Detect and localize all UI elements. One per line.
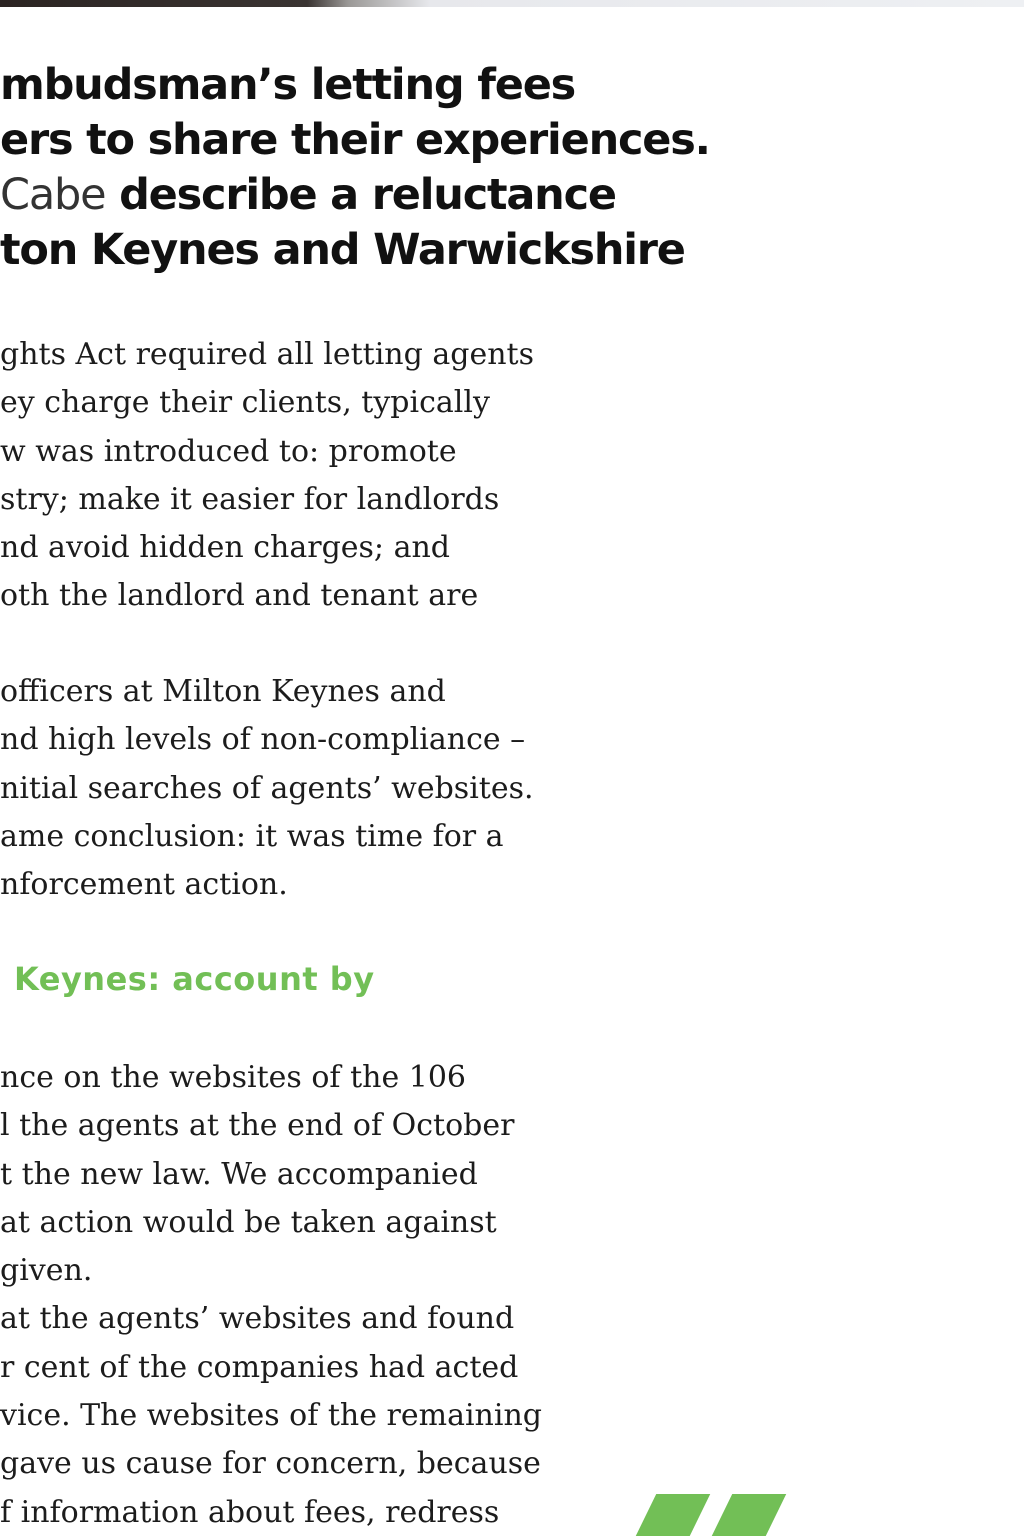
section-subheading: Keynes: account by [14,960,375,998]
text-line: nforcement action. [0,867,288,903]
text-line: nce on the websites of the 106 [0,1060,466,1095]
text-line: w was introduced to: promote [0,433,457,469]
text-line: oth the landlord and tenant are [0,578,479,614]
author-name: Cabe [0,170,106,220]
standfirst-line: mbudsman’s letting fees [0,60,576,110]
text-line: stry; make it easier for landlords [0,481,500,517]
article-standfirst [0,58,710,278]
header-photo-edge [0,0,1024,7]
quote-mark-right [712,1494,786,1536]
text-line: t the new law. We accompanied [0,1156,478,1192]
text-line: nd avoid hidden charges; and [0,530,450,566]
text-line: r cent of the companies had acted [0,1349,519,1385]
text-line: at action would be taken against [0,1204,497,1240]
text-line: ey charge their clients, typically [0,385,490,421]
body-paragraph-2 [0,668,600,909]
text-line: officers at Milton Keynes and [0,674,446,709]
text-line: at the agents’ websites and found [0,1301,515,1337]
text-line: nd high levels of non-compliance – [0,722,526,758]
quote-mark-left [636,1494,710,1536]
standfirst-line: ton Keynes and Warwickshire [0,225,685,275]
text-line: nitial searches of agents’ websites. [0,770,534,806]
standfirst-line: ers to share their experiences. [0,115,710,165]
text-line: f information about fees, redress [0,1494,500,1530]
body-paragraph-1 [0,331,600,621]
text-line: ame conclusion: it was time for a [0,818,504,854]
text-line: vice. The websites of the remaining [0,1398,542,1434]
text-line: ghts Act required all letting agents [0,337,534,372]
text-line: given. [0,1253,93,1289]
text-line: gave us cause for concern, because [0,1446,541,1482]
standfirst-line: Cabe describe a reluctance [0,170,616,220]
body-paragraph-3 [0,1054,600,1537]
text-line: l the agents at the end of October [0,1108,515,1144]
